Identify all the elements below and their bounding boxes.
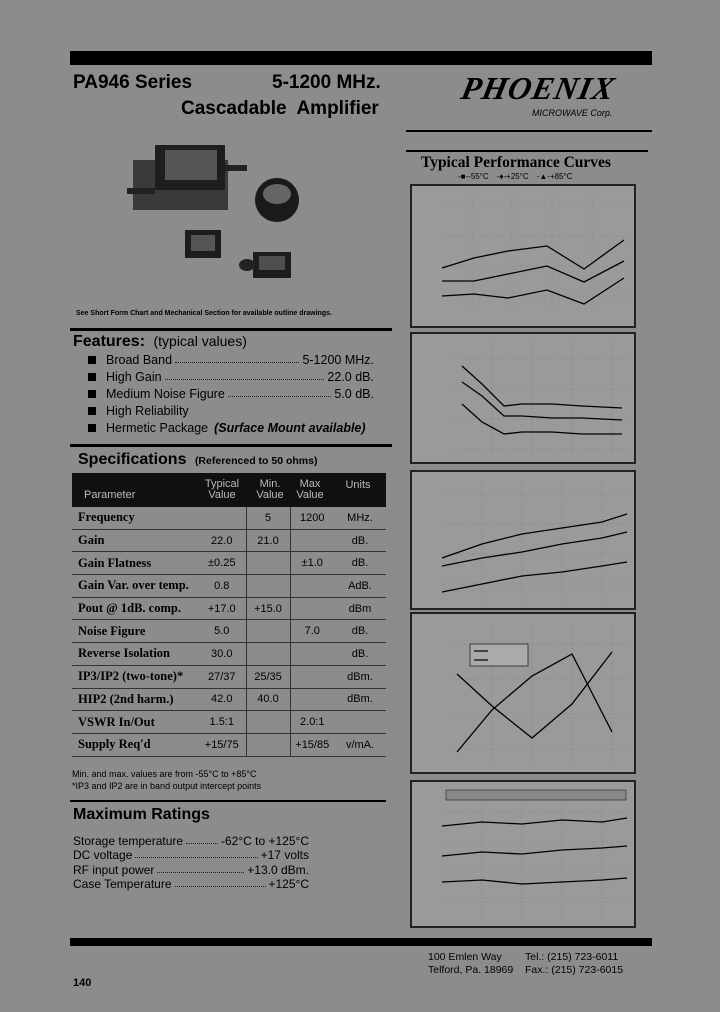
curve-panel-noise <box>410 332 636 464</box>
typ-cell: +15/75 <box>198 733 246 756</box>
intercept-curves <box>412 782 634 926</box>
max-cell: +15/85 <box>290 733 334 756</box>
specs-heading <box>78 451 317 469</box>
units-cell: dB. <box>334 529 386 552</box>
leader-dots <box>135 857 257 858</box>
max-cell <box>290 643 334 666</box>
table-row <box>72 711 386 734</box>
curve-line <box>442 514 627 558</box>
header-max: Max Value <box>296 478 324 501</box>
min-cell: 21.0 <box>246 529 290 552</box>
rating-value: -62°C to +125°C <box>221 833 309 848</box>
curve-line <box>442 562 627 592</box>
feature-item <box>74 418 374 435</box>
typ-cell: 22.0 <box>198 529 246 552</box>
max-cell: 7.0 <box>290 620 334 643</box>
legend-item: -▲-+85°C <box>536 172 573 181</box>
fax-number: Fax.: (215) 723-6015 <box>525 964 624 976</box>
table-row <box>72 597 386 620</box>
rating-label: Storage temperature <box>73 833 184 848</box>
spec-note-1: Min. and max. values are from -55°C to +85°C <box>72 769 257 779</box>
bottom-rule <box>70 938 652 946</box>
curve-panel-intercept <box>410 780 636 928</box>
leader-dots <box>175 362 299 363</box>
power-curves <box>412 472 634 608</box>
min-cell <box>246 620 290 643</box>
specs-title: Specifications <box>78 451 187 468</box>
table-row <box>72 507 386 529</box>
package-pin <box>127 188 155 194</box>
curve-line <box>442 532 627 566</box>
package-lid <box>165 150 217 180</box>
param-cell: Pout @ 1dB. comp. <box>72 597 198 620</box>
rating-item <box>73 862 309 877</box>
legend-label: +25°C <box>506 172 529 181</box>
footer-contact <box>525 951 623 977</box>
flatpack-lid <box>259 256 285 270</box>
logo-rule <box>406 130 652 132</box>
legend-bar <box>446 790 626 800</box>
feature-label: Medium Noise Figure <box>106 387 225 401</box>
rating-item <box>73 833 309 848</box>
curve-line <box>442 846 627 856</box>
typ-cell: 0.8 <box>198 575 246 598</box>
product-photo <box>125 140 315 290</box>
max-cell: 2.0:1 <box>290 711 334 734</box>
bullet-icon <box>88 407 96 415</box>
units-cell: dBm. <box>334 665 386 688</box>
legend-label: -55°C <box>468 172 489 181</box>
min-cell: 5 <box>246 507 290 529</box>
curve-line <box>442 878 627 884</box>
param-cell: IP3/IP2 (two-tone)* <box>72 665 198 688</box>
gain-curves <box>412 186 634 326</box>
units-cell: dB. <box>334 643 386 666</box>
features-list <box>74 350 374 435</box>
specs-subtitle: (Referenced to 50 ohms) <box>194 455 318 467</box>
leader-dots <box>186 843 218 844</box>
curves-legend <box>458 172 572 181</box>
max-cell <box>290 529 334 552</box>
feature-value: 5-1200 MHz. <box>302 353 374 367</box>
table-row <box>72 552 386 575</box>
feature-item <box>74 384 374 401</box>
rating-value: +17 volts <box>260 848 309 862</box>
feature-label: Broad Band <box>106 353 173 367</box>
top-rule <box>70 51 652 65</box>
table-row <box>72 733 386 756</box>
typ-cell: 27/37 <box>198 665 246 688</box>
phoenix-logo <box>458 70 640 124</box>
curve-panel-power <box>410 470 636 610</box>
min-cell: 25/35 <box>246 665 290 688</box>
legend-item: -♦-+25°C <box>496 172 529 181</box>
legend-item: -■--55°C <box>458 172 489 181</box>
rating-item <box>73 877 309 892</box>
photo-note: See Short Form Chart and Mechanical Section for available outline drawings. <box>76 310 332 317</box>
min-cell <box>246 552 290 575</box>
specs-table <box>72 507 386 757</box>
table-row <box>72 665 386 688</box>
spec-note-2: *IP3 and IP2 are in band output intercept points <box>72 781 262 791</box>
units-cell: v/mA. <box>334 733 386 756</box>
feature-value: 22.0 dB. <box>327 370 374 384</box>
rating-label: RF input power <box>73 862 155 877</box>
table-row <box>72 575 386 598</box>
param-cell: Reverse Isolation <box>72 643 198 666</box>
curve-line <box>442 240 624 269</box>
units-cell: AdB. <box>334 575 386 598</box>
rating-label: Case Temperature <box>73 877 172 891</box>
param-cell: Noise Figure <box>72 620 198 643</box>
max-cell <box>290 597 334 620</box>
curves-title: Typical Performance Curves <box>421 154 611 171</box>
param-cell: Gain <box>72 529 198 552</box>
page-number: 140 <box>73 977 92 989</box>
curve-line <box>457 654 612 752</box>
min-cell <box>246 733 290 756</box>
max-cell <box>290 688 334 711</box>
address-line-1: 100 Emlen Way <box>428 951 502 963</box>
typ-cell: ±0.25 <box>198 552 246 575</box>
ratings-rule <box>70 800 386 802</box>
rating-value: +125°C <box>268 877 309 891</box>
max-ratings-list <box>73 833 309 891</box>
specs-rule <box>70 444 392 447</box>
table-row <box>72 688 386 711</box>
footer-address <box>428 951 513 977</box>
leader-dots <box>175 886 266 887</box>
max-cell <box>290 665 334 688</box>
feature-value: 5.0 dB. <box>334 387 374 401</box>
features-title: Features: <box>73 333 146 350</box>
min-cell <box>246 711 290 734</box>
table-row <box>72 643 386 666</box>
min-cell: 40.0 <box>246 688 290 711</box>
max-cell <box>290 575 334 598</box>
phone-number: Tel.: (215) 723-6011 <box>525 951 619 963</box>
table-row <box>72 620 386 643</box>
header-min: Min. Value <box>256 478 284 501</box>
param-cell: VSWR In/Out <box>72 711 198 734</box>
curve-panel-gain <box>410 184 636 328</box>
feature-label: Hermetic Package <box>106 421 209 435</box>
rating-item <box>73 848 309 863</box>
leader-dots <box>165 379 325 380</box>
specs-header-bar <box>72 473 386 507</box>
legend-box <box>470 644 528 666</box>
bullet-icon <box>88 373 96 381</box>
typ-cell: 42.0 <box>198 688 246 711</box>
header-typical: Typical Value <box>204 478 240 501</box>
surface-mount-lid <box>191 235 215 251</box>
curve-panel-vswr <box>410 612 636 774</box>
address-line-2: Telford, Pa. 18969 <box>428 964 514 976</box>
features-rule <box>70 328 392 331</box>
legend-label: +85°C <box>549 172 573 181</box>
feature-value: (Surface Mount available) <box>214 421 366 435</box>
param-cell: Gain Var. over temp. <box>72 575 198 598</box>
typ-cell: 5.0 <box>198 620 246 643</box>
header-parameter: Parameter <box>84 489 136 501</box>
feature-item <box>74 367 374 384</box>
feature-label: High Reliability <box>106 404 189 418</box>
bullet-icon <box>88 390 96 398</box>
min-cell <box>246 575 290 598</box>
max-cell: 1200 <box>290 507 334 529</box>
package-pin <box>225 165 247 171</box>
curve-line <box>442 278 624 304</box>
param-cell: Gain Flatness <box>72 552 198 575</box>
units-cell <box>334 711 386 734</box>
bullet-icon <box>88 424 96 432</box>
typ-cell: 30.0 <box>198 643 246 666</box>
param-cell: Supply Req'd <box>72 733 198 756</box>
rating-value: +13.0 dBm. <box>247 862 309 877</box>
max-cell: ±1.0 <box>290 552 334 575</box>
noise-curves <box>412 334 634 462</box>
to-can-top <box>263 184 291 204</box>
table-row <box>72 529 386 552</box>
series-title: PA946 Series <box>73 72 193 93</box>
min-cell <box>246 643 290 666</box>
curve-line <box>442 818 627 826</box>
typ-cell <box>198 507 246 529</box>
feature-item <box>74 401 374 418</box>
param-cell: HIP2 (2nd harm.) <box>72 688 198 711</box>
features-heading <box>73 333 247 351</box>
feature-item <box>74 350 374 367</box>
min-cell: +15.0 <box>246 597 290 620</box>
param-cell: Frequency <box>72 507 198 529</box>
units-cell: MHz. <box>334 507 386 529</box>
units-cell: dBm <box>334 597 386 620</box>
typ-cell: 1.5:1 <box>198 711 246 734</box>
feature-label: High Gain <box>106 370 162 384</box>
units-cell: dBm. <box>334 688 386 711</box>
leader-dots <box>228 396 332 397</box>
rating-label: DC voltage <box>73 848 133 862</box>
frequency-title: 5-1200 MHz. <box>272 72 381 93</box>
logo-subtext: MICROWAVE Corp. <box>532 108 613 118</box>
curve-line <box>442 261 624 282</box>
curves-rule <box>406 150 648 152</box>
units-cell: dB. <box>334 620 386 643</box>
subtitle: Cascadable Amplifier <box>181 98 379 119</box>
logo-wordmark: PHOENIX <box>458 70 619 106</box>
leader-dots <box>157 872 244 873</box>
typ-cell: +17.0 <box>198 597 246 620</box>
package-blob <box>239 259 255 271</box>
features-subtitle: (typical values) <box>153 333 247 349</box>
vswr-curves <box>412 614 634 772</box>
bullet-icon <box>88 356 96 364</box>
max-ratings-title: Maximum Ratings <box>73 806 210 823</box>
header-units: Units <box>345 479 371 491</box>
curve-line <box>462 366 622 408</box>
units-cell: dB. <box>334 552 386 575</box>
